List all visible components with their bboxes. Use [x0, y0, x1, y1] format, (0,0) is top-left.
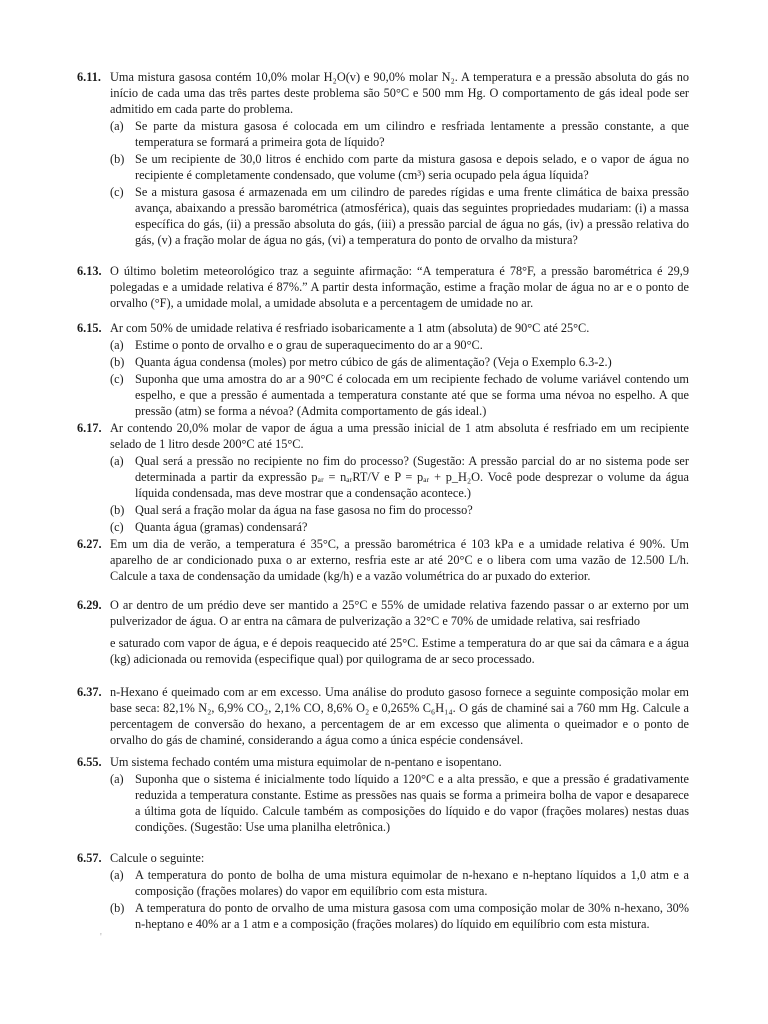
item-text: Se um recipiente de 30,0 litros é enchido com parte da mistura gasosa e depois selado, e o vapor de água no recipiente é completamente condensado, que volume (cm³) seria ocupado pela água líquida?	[135, 152, 689, 182]
item-text: Qual será a pressão no recipiente no fim do processo? (Sugestão: A pressão parcial do ar no sistema pode ser determinada a partir da expressão pₐᵣ = nₐᵣRT/V e P = pₐᵣ + p_H₂O. Você pode desprezar o volume da água líquida condensada, mas deve mostrar que a condensação acontece.)	[135, 454, 689, 500]
sub-question-c	[110, 519, 689, 535]
item-text: Quanta água condensa (moles) por metro cúbico de gás de alimentação? (Veja o Exemplo 6.3-2.)	[135, 355, 612, 369]
problem-statement: Em um dia de verão, a temperatura é 35°C, a pressão barométrica é 103 kPa e a umidade relativa é 90%. Um aparelho de ar condicionado puxa o ar externo, resfria este ar até 20°C e o libera com uma vazão de 12.500 L/h. Calcule a taxa de condensação da umidade (kg/h) e a vazão volumétrica do ar puxado do exterior.	[110, 537, 689, 583]
sub-question-a	[110, 867, 689, 899]
item-letter: (a)	[110, 454, 124, 468]
problem-6-55	[77, 754, 689, 835]
item-letter: (a)	[110, 119, 124, 133]
problem-number: 6.13.	[77, 264, 102, 278]
problem-6-15	[77, 320, 689, 419]
item-letter: (c)	[110, 185, 124, 199]
problem-6-37	[77, 684, 689, 748]
problem-6-13	[77, 263, 689, 311]
problem-number: 6.29.	[77, 598, 102, 612]
problem-number: 6.55.	[77, 755, 102, 769]
problem-6-11	[77, 69, 689, 248]
item-text: A temperatura do ponto de bolha de uma mistura equimolar de n-hexano e n-heptano líquidos a 1,0 atm e a composição (frações molares) do vapor em equilíbrio com esta mistura.	[135, 868, 689, 898]
scan-mark: '	[100, 932, 102, 943]
item-letter: (a)	[110, 868, 124, 882]
problem-number: 6.57.	[77, 851, 102, 865]
problem-6-29	[77, 597, 689, 667]
problem-statement: O último boletim meteorológico traz a seguinte afirmação: “A temperatura é 78°F, a pressão barométrica é 29,9 polegadas e a umidade relativa é 87%.” A partir desta informação, estime a fração molar de água no ar e o ponto de orvalho (°F), a umidade molal, a umidade absoluta e a percentagem de umidade no ar.	[110, 264, 689, 310]
sub-question-a	[110, 337, 689, 353]
problem-statement: Calcule o seguinte:	[110, 851, 205, 865]
problem-number: 6.17.	[77, 421, 102, 435]
problem-statement: Ar com 50% de umidade relativa é resfriado isobaricamente a 1 atm (absoluta) de 90°C até 25°C.	[110, 321, 590, 335]
item-text: Suponha que o sistema é inicialmente todo líquido a 120°C e a alta pressão, e que a pressão é gradativamente reduzida a temperatura constante. Estime as pressões nas quais se forma a primeira bolha de vapor e desaparece a última gota de líquido. Calcule também as composições do líquido e do vapor (frações molares) nestas duas condições. (Sugestão: Use uma planilha eletrônica.)	[135, 772, 689, 834]
sub-question-b	[110, 354, 689, 370]
item-letter: (b)	[110, 503, 125, 517]
problem-statement: Um sistema fechado contém uma mistura equimolar de n-pentano e isopentano.	[110, 755, 502, 769]
problem-6-17	[77, 420, 689, 535]
item-text: Se a mistura gasosa é armazenada em um cilindro de paredes rígidas e uma frente climática de baixa pressão avança, abaixando a pressão barométrica (atmosférica), quais das seguintes propriedades mudariam: (i) a massa específica do gás, (ii) a pressão absoluta do gás, (iii) a pressão parcial de água no gás, (iv) a pressão relativa do gás, (v) a fração molar de água no gás, (vi) a temperatura do ponto de orvalho da mistura?	[135, 185, 689, 247]
problem-statement: Ar contendo 20,0% molar de vapor de água a uma pressão inicial de 1 atm absoluta é resfriado em um recipiente selado de 1 litro desde 200°C até 15°C.	[110, 421, 689, 451]
item-letter: (b)	[110, 152, 125, 166]
item-letter: (c)	[110, 372, 124, 386]
problem-6-57	[77, 850, 689, 932]
item-text: Se parte da mistura gasosa é colocada em um cilindro e resfriada lentamente a pressão constante, a que temperatura se formará a primeira gota de líquido?	[135, 119, 689, 149]
item-text: Suponha que uma amostra do ar a 90°C é colocada em um recipiente fechado de volume variável contendo um espelho, e que a pressão é aumentada a temperatura constante até que se forma uma névoa no espelho. A que pressão (atm) se forma a névoa? (Admita comportamento de gás ideal.)	[135, 372, 689, 418]
problem-statement: Uma mistura gasosa contém 10,0% molar H₂O(v) e 90,0% molar N₂. A temperatura e a pressão absoluta do gás no início de cada uma das três partes deste problema são 50°C e 500 mm Hg. O comportamento de gás ideal pode ser admitido em cada parte do problema.	[110, 70, 689, 116]
sub-question-c	[110, 371, 689, 419]
sub-question-a	[110, 771, 689, 835]
sub-question-c	[110, 184, 689, 248]
item-text: Quanta água (gramas) condensará?	[135, 520, 308, 534]
problem-6-27	[77, 536, 689, 584]
item-letter: (a)	[110, 338, 124, 352]
problem-number: 6.37.	[77, 685, 102, 699]
sub-question-b	[110, 502, 689, 518]
item-letter: (b)	[110, 355, 125, 369]
problem-number: 6.11.	[77, 70, 101, 84]
problem-number: 6.27.	[77, 537, 102, 551]
problem-number: 6.15.	[77, 321, 102, 335]
problem-statement: n-Hexano é queimado com ar em excesso. Uma análise do produto gasoso fornece a seguinte composição molar em base seca: 82,1% N₂, 6,9% CO₂, 2,1% CO, 8,6% O₂ e 0,265% C₆H₁₄. O gás de chaminé sai a 760 mm Hg. Calcule a percentagem de conversão do hexano, a percentagem de ar em excesso que alimenta o queimador e o ponto de orvalho do gás de chaminé, considerando a água como a única espécie condensável.	[110, 685, 689, 747]
item-letter: (a)	[110, 772, 124, 786]
sub-question-a	[110, 453, 689, 501]
sub-question-b	[110, 900, 689, 932]
sub-question-b	[110, 151, 689, 183]
item-text: Estime o ponto de orvalho e o grau de superaquecimento do ar a 90°C.	[135, 338, 483, 352]
sub-question-a	[110, 118, 689, 150]
item-letter: (b)	[110, 901, 125, 915]
problem-statement: O ar dentro de um prédio deve ser mantido a 25°C e 55% de umidade relativa fazendo passar o ar externo por um pulverizador de água. O ar entra na câmara de pulverização a 32°C e 70% de umidade relativa, sai resfriado	[110, 598, 689, 628]
item-text: A temperatura do ponto de orvalho de uma mistura gasosa com uma composição molar de 30% n-hexano, 30% n-heptano e 40% ar a 1 atm e a composição (frações molares) do líquido em equilíbrio com esta mistura.	[135, 901, 689, 931]
item-letter: (c)	[110, 520, 124, 534]
problem-continuation: e saturado com vapor de água, e é depois reaquecido até 25°C. Estime a temperatura do ar que sai da câmara e a água (kg) adicionada ou removida (especifique qual) por quilograma de ar seco processado.	[110, 636, 689, 666]
item-text: Qual será a fração molar da água na fase gasosa no fim do processo?	[135, 503, 473, 517]
